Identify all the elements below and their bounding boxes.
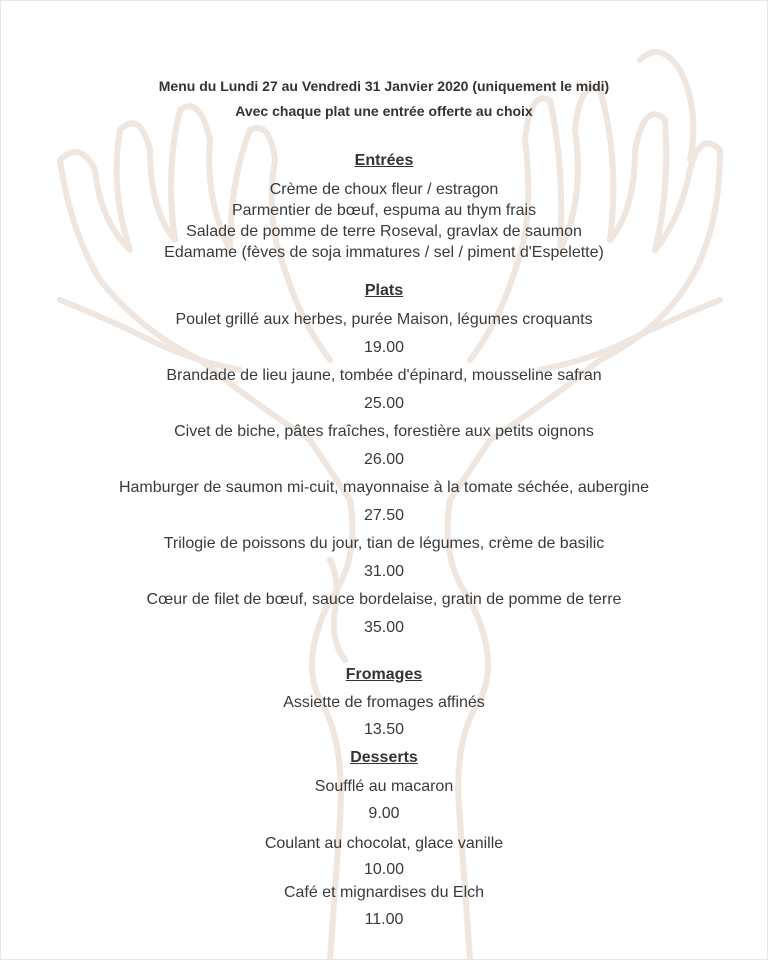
plat-name: Brandade de lieu jaune, tombée d'épinard, mousseline safran	[166, 367, 602, 384]
plat-price: 26.00	[363, 451, 405, 468]
plat-price: 35.00	[363, 619, 405, 636]
entree-item: Crème de choux fleur / estragon	[269, 181, 499, 198]
dessert-name: Coulant au chocolat, glace vanille	[264, 835, 504, 852]
entree-item: Parmentier de bœuf, espuma au thym frais	[231, 202, 537, 219]
fromage-price: 13.50	[363, 721, 405, 738]
plat-price: 27.50	[363, 507, 405, 524]
menu-offer-subheading: Avec chaque plat une entrée offerte au choix	[235, 103, 533, 119]
plat-name: Poulet grillé aux herbes, purée Maison, légumes croquants	[175, 311, 593, 328]
plat-name: Hamburger de saumon mi-cuit, mayonnaise à la tomate séchée, aubergine	[118, 479, 650, 496]
fromage-name: Assiette de fromages affinés	[283, 694, 485, 711]
dessert-price: 10.00	[363, 861, 405, 878]
plat-price: 25.00	[363, 395, 405, 412]
dessert-price: 9.00	[368, 805, 400, 822]
plat-name: Civet de biche, pâtes fraîches, forestière aux petits oignons	[174, 423, 594, 440]
entree-item: Salade de pomme de terre Roseval, gravlax de saumon	[186, 223, 582, 240]
dessert-price: 11.00	[364, 911, 404, 928]
section-title-fromages: Fromages	[345, 666, 423, 683]
plat-name: Cœur de filet de bœuf, sauce bordelaise, gratin de pomme de terre	[146, 591, 622, 608]
plat-price: 31.00	[363, 563, 405, 580]
section-title-entrees: Entrées	[354, 152, 414, 169]
section-title-desserts: Desserts	[350, 749, 418, 766]
plat-price: 19.00	[363, 339, 405, 356]
section-title-plats: Plats	[364, 282, 404, 299]
menu-date-heading: Menu du Lundi 27 au Vendredi 31 Janvier 2020 (uniquement le midi)	[158, 78, 610, 94]
dessert-name: Café et mignardises du Elch	[283, 884, 485, 901]
entree-item: Edamame (fèves de soja immatures / sel / piment d'Espelette)	[164, 244, 604, 261]
dessert-name: Soufflé au macaron	[314, 778, 454, 795]
plat-name: Trilogie de poissons du jour, tian de légumes, crème de basilic	[163, 535, 605, 552]
